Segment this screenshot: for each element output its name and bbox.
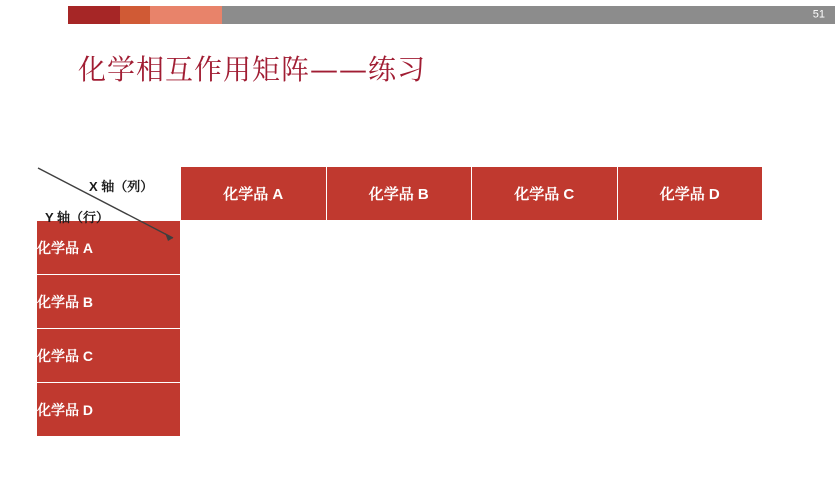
- matrix-cell-d-b[interactable]: [326, 383, 472, 437]
- matrix-cell-d-c[interactable]: [472, 383, 618, 437]
- matrix-cell-c-d[interactable]: [617, 329, 763, 383]
- matrix-cell-c-b[interactable]: [326, 329, 472, 383]
- x-axis-label: X 轴（列）: [89, 179, 154, 194]
- column-header-b: 化学品 B: [326, 167, 472, 221]
- table-header-row: [37, 167, 763, 221]
- matrix-cell-a-d[interactable]: [617, 221, 763, 275]
- topbar-segment-dark-red: [68, 6, 120, 24]
- matrix-cell-d-a[interactable]: [181, 383, 327, 437]
- matrix-cell-a-b[interactable]: [326, 221, 472, 275]
- column-header-a: 化学品 A: [181, 167, 327, 221]
- column-header-c: 化学品 C: [472, 167, 618, 221]
- topbar-segment-light-orange: [150, 6, 222, 24]
- matrix-table: [36, 166, 763, 437]
- topbar-spacer: [0, 6, 68, 24]
- row-header-b: 化学品 B: [37, 275, 181, 329]
- row-header-c: 化学品 C: [37, 329, 181, 383]
- table-row: [37, 329, 763, 383]
- matrix-cell-c-c[interactable]: [472, 329, 618, 383]
- y-axis-label: Y 轴（行）: [45, 210, 110, 225]
- matrix-cell-d-d[interactable]: [617, 383, 763, 437]
- chemical-interaction-matrix: [36, 166, 763, 437]
- table-row: [37, 383, 763, 437]
- topbar-segment-orange: [120, 6, 150, 24]
- table-row: [37, 275, 763, 329]
- page-title: 化学相互作用矩阵——练习: [78, 53, 427, 86]
- topbar-segment-gray: [222, 6, 835, 24]
- row-header-d: 化学品 D: [37, 383, 181, 437]
- matrix-cell-b-c[interactable]: [472, 275, 618, 329]
- matrix-cell-a-c[interactable]: [472, 221, 618, 275]
- column-header-d: 化学品 D: [617, 167, 763, 221]
- decorative-top-bar: [0, 6, 835, 24]
- row-header-a: 化学品 A: [37, 221, 181, 275]
- matrix-cell-a-a[interactable]: [181, 221, 327, 275]
- page-number: 51: [812, 8, 825, 21]
- matrix-corner-cell: [37, 167, 181, 225]
- matrix-cell-b-d[interactable]: [617, 275, 763, 329]
- matrix-cell-b-b[interactable]: [326, 275, 472, 329]
- matrix-cell-b-a[interactable]: [181, 275, 327, 329]
- matrix-cell-c-a[interactable]: [181, 329, 327, 383]
